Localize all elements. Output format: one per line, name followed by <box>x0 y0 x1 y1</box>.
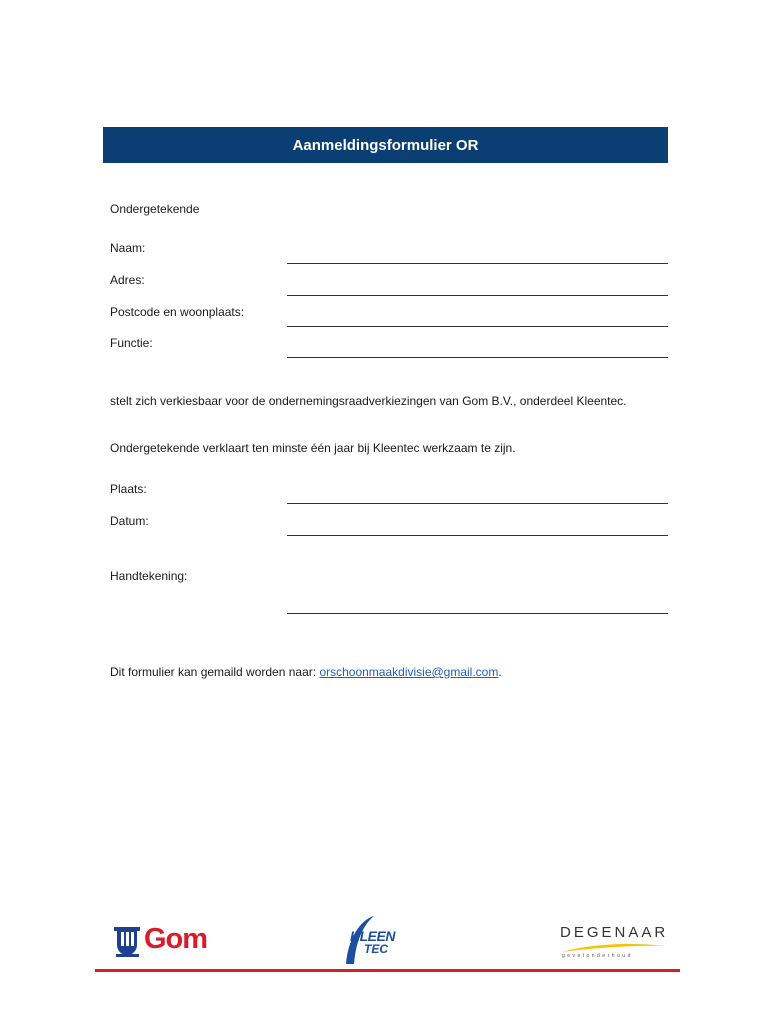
candidacy-statement: stelt zich verkiesbaar voor de ondernemingsraadverkiezingen van Gom B.V., onderdeel Kleentec. <box>110 394 627 408</box>
kleentec-wordmark-bottom: TEC <box>364 942 388 956</box>
gom-logo <box>110 921 220 961</box>
field-line-functie[interactable] <box>287 357 668 358</box>
degenaar-subtitle: gevelonderhoud <box>562 953 633 959</box>
form-title-bar <box>103 127 668 163</box>
field-line-plaats[interactable] <box>287 503 668 504</box>
field-label-postcode: Postcode en woonplaats: <box>110 305 245 319</box>
email-link[interactable]: orschoonmaakdivisie@gmail.com <box>319 665 499 679</box>
field-line-adres[interactable] <box>287 295 668 296</box>
field-line-datum[interactable] <box>287 535 668 536</box>
intro-text: Ondergetekende <box>110 202 200 216</box>
field-label-naam: Naam: <box>110 241 146 255</box>
field-label-functie: Functie: <box>110 336 153 350</box>
field-label-datum: Datum: <box>110 514 149 528</box>
signature-line[interactable] <box>287 613 668 614</box>
field-line-naam[interactable] <box>287 263 668 264</box>
footer-red-rule <box>95 969 680 972</box>
degenaar-wordmark: DEGENAAR <box>560 924 669 941</box>
field-label-adres: Adres: <box>110 273 145 287</box>
kleentec-wordmark-top: KLEEN <box>350 928 395 944</box>
form-title: Aanmeldingsformulier OR <box>292 136 479 154</box>
email-note <box>110 665 650 680</box>
field-line-postcode[interactable] <box>287 326 668 327</box>
employment-statement: Ondergetekende verklaart ten minste één jaar bij Kleentec werkzaam te zijn. <box>110 441 516 455</box>
email-note-suffix: . <box>498 665 502 679</box>
gom-wordmark: Gom <box>144 923 208 955</box>
kleentec-logo <box>340 914 404 966</box>
signature-label: Handtekening: <box>110 569 188 583</box>
degenaar-logo <box>558 924 670 964</box>
email-note-prefix: Dit formulier kan gemaild worden naar: <box>110 665 320 679</box>
field-label-plaats: Plaats: <box>110 482 147 496</box>
